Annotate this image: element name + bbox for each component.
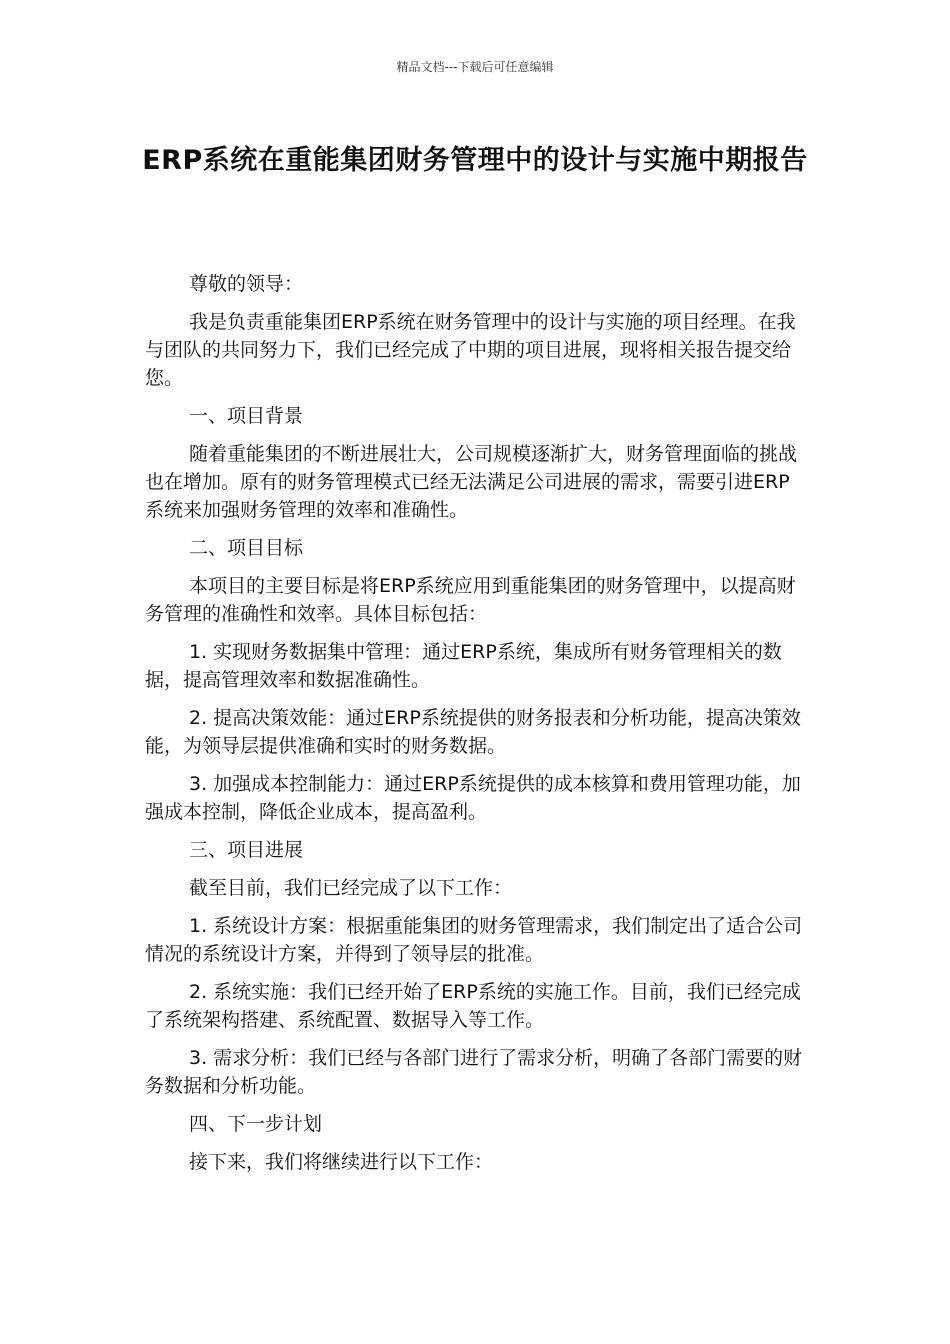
salutation: 尊敬的领导： <box>189 273 304 295</box>
document-title: ERP系统在重能集团财务管理中的设计与实施中期报告 <box>142 145 808 176</box>
paragraph: 我是负责重能集团ERP系统在财务管理中的设计与实施的项目经理。在我与团队的共同努力下，我们已经完成了中期的项目进展，现将相关报告提交给您。 <box>145 311 796 389</box>
section-heading: 二、项目目标 <box>189 537 304 559</box>
page-header: 精品文档---下载后可任意编辑 <box>396 60 554 74</box>
paragraph: 本项目的主要目标是将ERP系统应用到重能集团的财务管理中，以提高财务管理的准确性和效率。具体目标包括： <box>145 575 796 625</box>
list-item: 3. 需求分析：我们已经与各部门进行了需求分析，明确了各部门需要的财务数据和分析功能。 <box>145 1047 803 1097</box>
paragraph: 接下来，我们将继续进行以下工作： <box>189 1151 494 1173</box>
list-item: 2. 提高决策效能：通过ERP系统提供的财务报表和分析功能，提高决策效能，为领导层提供准确和实时的财务数据。 <box>145 707 801 757</box>
paragraph: 截至目前，我们已经完成了以下工作： <box>189 877 513 899</box>
section-heading: 三、项目进展 <box>189 839 304 861</box>
paragraph: 随着重能集团的不断进展壮大，公司规模逐渐扩大，财务管理面临的挑战也在增加。原有的财务管理模式已经无法满足公司进展的需求，需要引进ERP系统来加强财务管理的效率和准确性。 <box>145 443 798 521</box>
section-heading: 一、项目背景 <box>189 405 304 427</box>
section-heading: 四、下一步计划 <box>189 1113 323 1135</box>
list-item: 1. 系统设计方案：根据重能集团的财务管理需求，我们制定出了适合公司情况的系统设计方案，并得到了领导层的批准。 <box>145 915 803 965</box>
list-item: 1. 实现财务数据集中管理：通过ERP系统，集成所有财务管理相关的数据，提高管理效率和数据准确性。 <box>145 641 782 691</box>
document-body <box>145 270 807 1186</box>
list-item: 2. 系统实施：我们已经开始了ERP系统的实施工作。目前，我们已经完成了系统架构搭建、系统配置、数据导入等工作。 <box>145 981 801 1031</box>
list-item: 3. 加强成本控制能力：通过ERP系统提供的成本核算和费用管理功能，加强成本控制，降低企业成本，提高盈利。 <box>145 773 801 823</box>
